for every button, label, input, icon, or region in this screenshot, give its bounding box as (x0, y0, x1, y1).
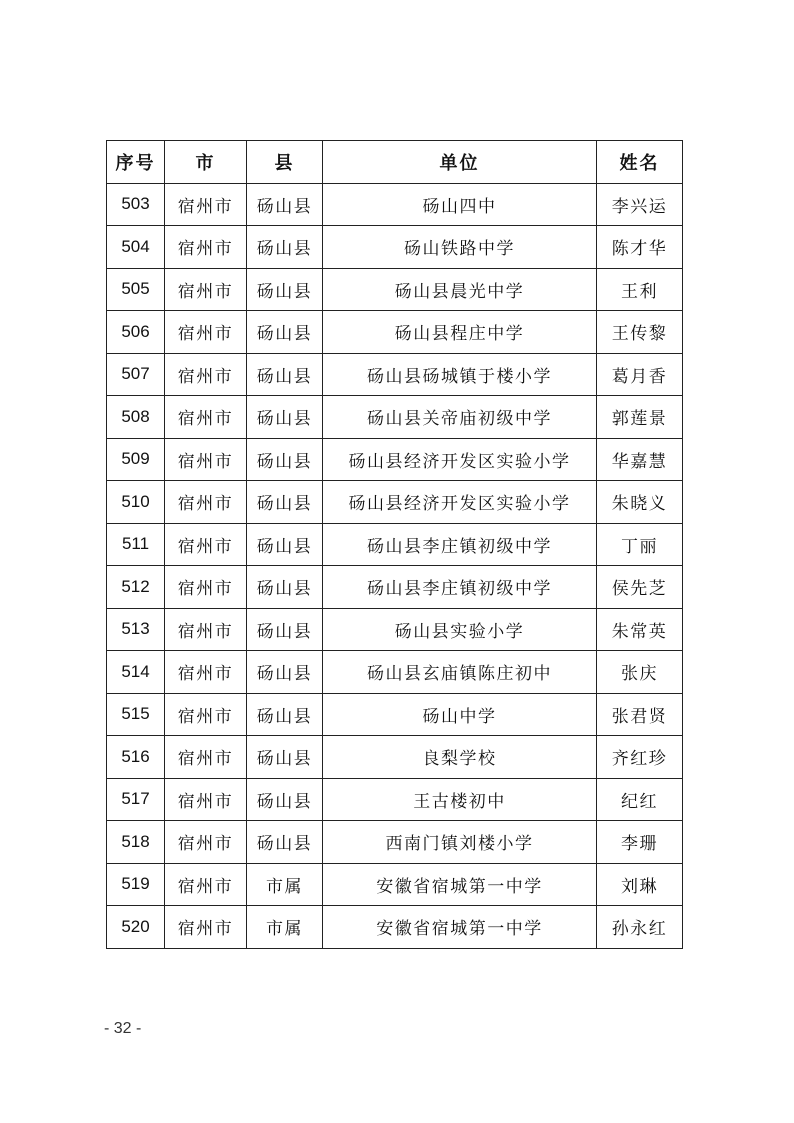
cell-name: 刘琳 (597, 863, 683, 906)
cell-city: 宿州市 (165, 183, 247, 226)
cell-name: 李珊 (597, 821, 683, 864)
table-row (107, 608, 683, 651)
table-row (107, 523, 683, 566)
table-row (107, 821, 683, 864)
cell-unit: 砀山县李庄镇初级中学 (323, 523, 597, 566)
cell-county: 砀山县 (247, 268, 323, 311)
header-unit: 单位 (323, 141, 597, 184)
cell-name: 张庆 (597, 651, 683, 694)
cell-county: 市属 (247, 863, 323, 906)
cell-unit: 王古楼初中 (323, 778, 597, 821)
cell-unit: 良梨学校 (323, 736, 597, 779)
cell-city: 宿州市 (165, 523, 247, 566)
cell-name: 郭莲景 (597, 396, 683, 439)
table-row (107, 438, 683, 481)
cell-city: 宿州市 (165, 821, 247, 864)
cell-unit: 砀山县程庄中学 (323, 311, 597, 354)
cell-serial-number: 514 (107, 651, 165, 694)
page-number: - 32 - (104, 1020, 142, 1037)
cell-serial-number: 515 (107, 693, 165, 736)
cell-name: 齐红珍 (597, 736, 683, 779)
cell-serial-number: 509 (107, 438, 165, 481)
cell-city: 宿州市 (165, 566, 247, 609)
cell-unit: 砀山中学 (323, 693, 597, 736)
table-row (107, 906, 683, 949)
cell-name: 孙永红 (597, 906, 683, 949)
table-row (107, 863, 683, 906)
cell-unit: 砀山县玄庙镇陈庄初中 (323, 651, 597, 694)
cell-county: 砀山县 (247, 183, 323, 226)
table-row (107, 566, 683, 609)
cell-name: 王传黎 (597, 311, 683, 354)
cell-city: 宿州市 (165, 311, 247, 354)
cell-name: 朱常英 (597, 608, 683, 651)
table-row (107, 693, 683, 736)
cell-serial-number: 516 (107, 736, 165, 779)
table-row (107, 736, 683, 779)
cell-unit: 砀山铁路中学 (323, 226, 597, 269)
cell-unit: 砀山四中 (323, 183, 597, 226)
header-name: 姓名 (597, 141, 683, 184)
table-row (107, 396, 683, 439)
cell-unit: 安徽省宿城第一中学 (323, 906, 597, 949)
cell-county: 砀山县 (247, 353, 323, 396)
cell-unit: 砀山县砀城镇于楼小学 (323, 353, 597, 396)
cell-serial-number: 507 (107, 353, 165, 396)
cell-name: 王利 (597, 268, 683, 311)
table-row (107, 268, 683, 311)
cell-county: 砀山县 (247, 821, 323, 864)
cell-county: 砀山县 (247, 736, 323, 779)
cell-city: 宿州市 (165, 268, 247, 311)
header-county: 县 (247, 141, 323, 184)
cell-unit: 安徽省宿城第一中学 (323, 863, 597, 906)
cell-name: 侯先芝 (597, 566, 683, 609)
cell-county: 砀山县 (247, 523, 323, 566)
cell-serial-number: 508 (107, 396, 165, 439)
header-city: 市 (165, 141, 247, 184)
cell-serial-number: 517 (107, 778, 165, 821)
header-serial-number: 序号 (107, 141, 165, 184)
table-row (107, 183, 683, 226)
cell-county: 砀山县 (247, 566, 323, 609)
cell-county: 砀山县 (247, 226, 323, 269)
cell-county: 砀山县 (247, 396, 323, 439)
cell-county: 砀山县 (247, 481, 323, 524)
cell-unit: 砀山县晨光中学 (323, 268, 597, 311)
cell-city: 宿州市 (165, 608, 247, 651)
cell-unit: 砀山县关帝庙初级中学 (323, 396, 597, 439)
cell-county: 砀山县 (247, 438, 323, 481)
cell-serial-number: 519 (107, 863, 165, 906)
cell-city: 宿州市 (165, 651, 247, 694)
table-row (107, 481, 683, 524)
cell-serial-number: 506 (107, 311, 165, 354)
table-row (107, 651, 683, 694)
cell-name: 张君贤 (597, 693, 683, 736)
cell-county: 砀山县 (247, 693, 323, 736)
cell-serial-number: 510 (107, 481, 165, 524)
cell-city: 宿州市 (165, 353, 247, 396)
cell-serial-number: 513 (107, 608, 165, 651)
cell-name: 葛月香 (597, 353, 683, 396)
table-header-row (107, 141, 683, 184)
table-row (107, 226, 683, 269)
cell-serial-number: 518 (107, 821, 165, 864)
cell-city: 宿州市 (165, 226, 247, 269)
cell-city: 宿州市 (165, 736, 247, 779)
cell-city: 宿州市 (165, 863, 247, 906)
cell-serial-number: 511 (107, 523, 165, 566)
cell-name: 华嘉慧 (597, 438, 683, 481)
cell-name: 陈才华 (597, 226, 683, 269)
cell-unit: 砀山县实验小学 (323, 608, 597, 651)
cell-serial-number: 512 (107, 566, 165, 609)
table-row (107, 311, 683, 354)
cell-city: 宿州市 (165, 438, 247, 481)
cell-county: 市属 (247, 906, 323, 949)
cell-serial-number: 505 (107, 268, 165, 311)
cell-city: 宿州市 (165, 396, 247, 439)
cell-city: 宿州市 (165, 481, 247, 524)
table-row (107, 353, 683, 396)
cell-city: 宿州市 (165, 778, 247, 821)
cell-serial-number: 520 (107, 906, 165, 949)
cell-unit: 砀山县经济开发区实验小学 (323, 481, 597, 524)
roster-table (106, 140, 683, 949)
cell-unit: 砀山县经济开发区实验小学 (323, 438, 597, 481)
cell-city: 宿州市 (165, 693, 247, 736)
cell-city: 宿州市 (165, 906, 247, 949)
cell-county: 砀山县 (247, 608, 323, 651)
cell-county: 砀山县 (247, 311, 323, 354)
cell-serial-number: 503 (107, 183, 165, 226)
table-row (107, 778, 683, 821)
cell-name: 朱晓义 (597, 481, 683, 524)
cell-county: 砀山县 (247, 651, 323, 694)
cell-unit: 砀山县李庄镇初级中学 (323, 566, 597, 609)
cell-serial-number: 504 (107, 226, 165, 269)
cell-unit: 西南门镇刘楼小学 (323, 821, 597, 864)
cell-name: 丁丽 (597, 523, 683, 566)
cell-county: 砀山县 (247, 778, 323, 821)
cell-name: 李兴运 (597, 183, 683, 226)
cell-name: 纪红 (597, 778, 683, 821)
table-body (107, 183, 683, 948)
